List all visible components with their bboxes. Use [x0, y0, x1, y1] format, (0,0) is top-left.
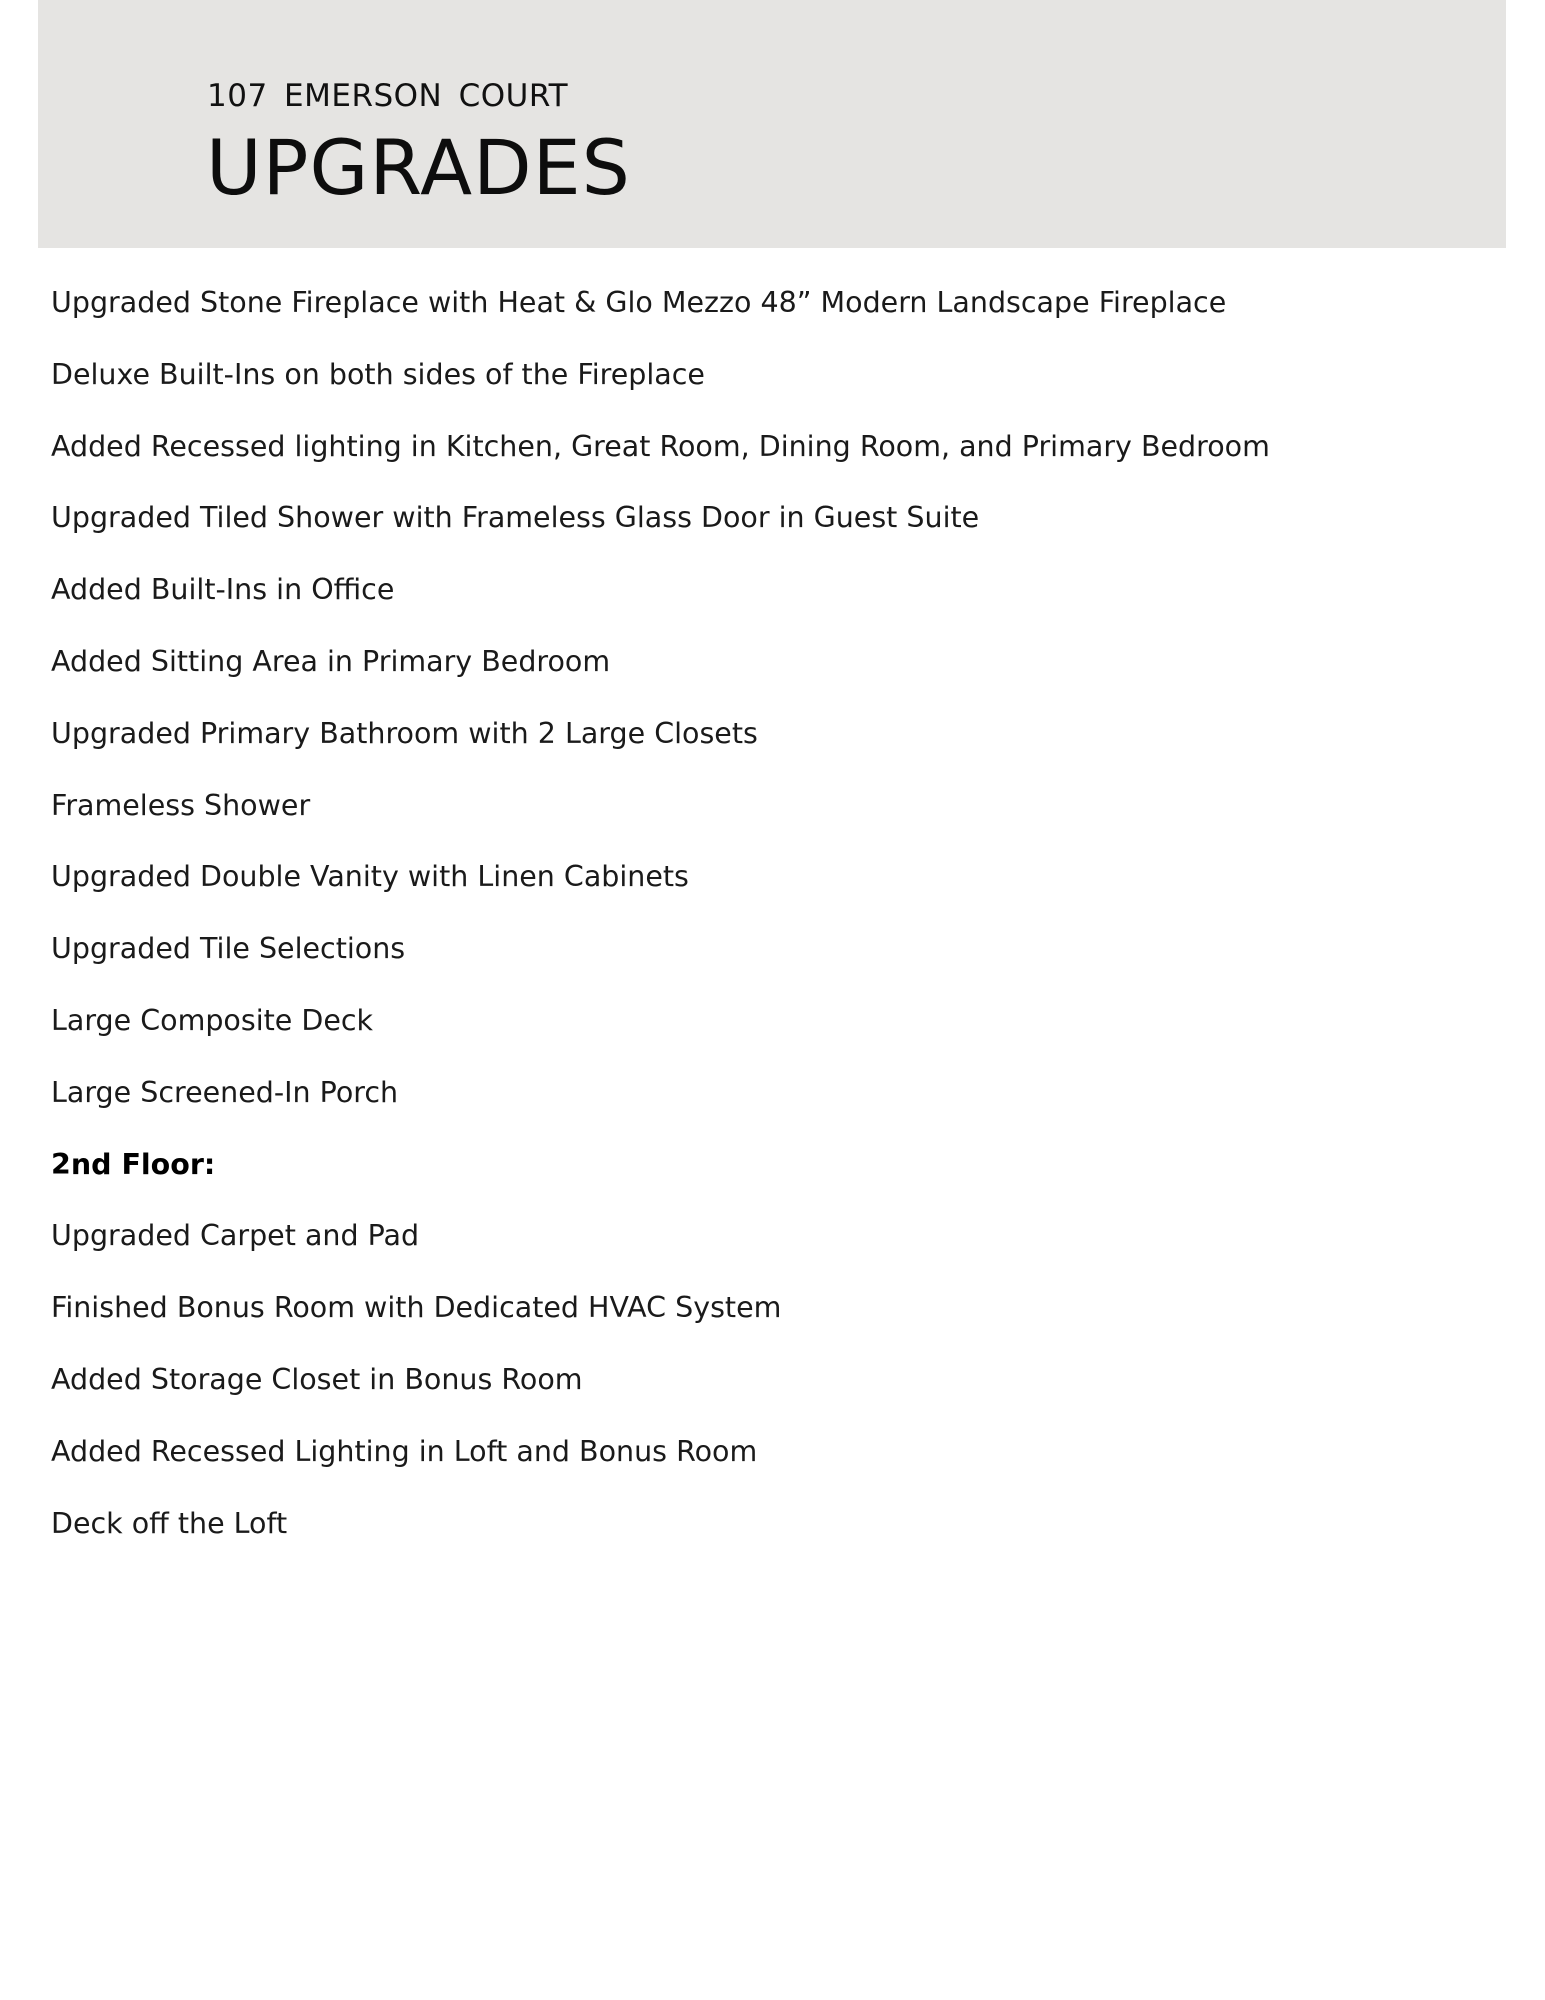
list-item: Deluxe Built-Ins on both sides of the Fireplace — [51, 357, 705, 391]
list-item: Upgraded Tiled Shower with Frameless Glass Door in Guest Suite — [51, 501, 980, 535]
list-item: Upgraded Carpet and Pad — [51, 1219, 420, 1253]
list-item: Added Recessed Lighting in Loft and Bonus Room — [51, 1434, 758, 1468]
list-item: Deck off the Loft — [51, 1506, 288, 1540]
list-item: Added Storage Closet in Bonus Room — [51, 1362, 583, 1396]
list-item: Frameless Shower — [51, 788, 311, 822]
list-item: Large Composite Deck — [51, 1003, 374, 1037]
list-item: Upgraded Primary Bathroom with 2 Large Closets — [51, 716, 758, 750]
list-item: Upgraded Tile Selections — [51, 932, 406, 966]
list-item: Upgraded Stone Fireplace with Heat & Glo Mezzo 48” Modern Landscape Fireplace — [51, 286, 1227, 319]
list-item: Finished Bonus Room with Dedicated HVAC System — [51, 1291, 782, 1325]
list-item: Upgraded Double Vanity with Linen Cabinets — [51, 860, 689, 894]
list-item: Added Recessed lighting in Kitchen, Great Room, Dining Room, and Primary Bedroom — [51, 429, 1270, 463]
page-title: UPGRADES — [206, 123, 631, 212]
section-heading-2nd-floor: 2nd Floor: — [51, 1147, 216, 1181]
list-item: Added Built-Ins in Office — [51, 573, 395, 607]
list-item: Large Screened-In Porch — [51, 1075, 399, 1109]
list-item: Added Sitting Area in Primary Bedroom — [51, 644, 611, 678]
address-subtitle: 107 EMERSON COURT — [207, 78, 569, 114]
upgrades-list — [51, 278, 1270, 1570]
